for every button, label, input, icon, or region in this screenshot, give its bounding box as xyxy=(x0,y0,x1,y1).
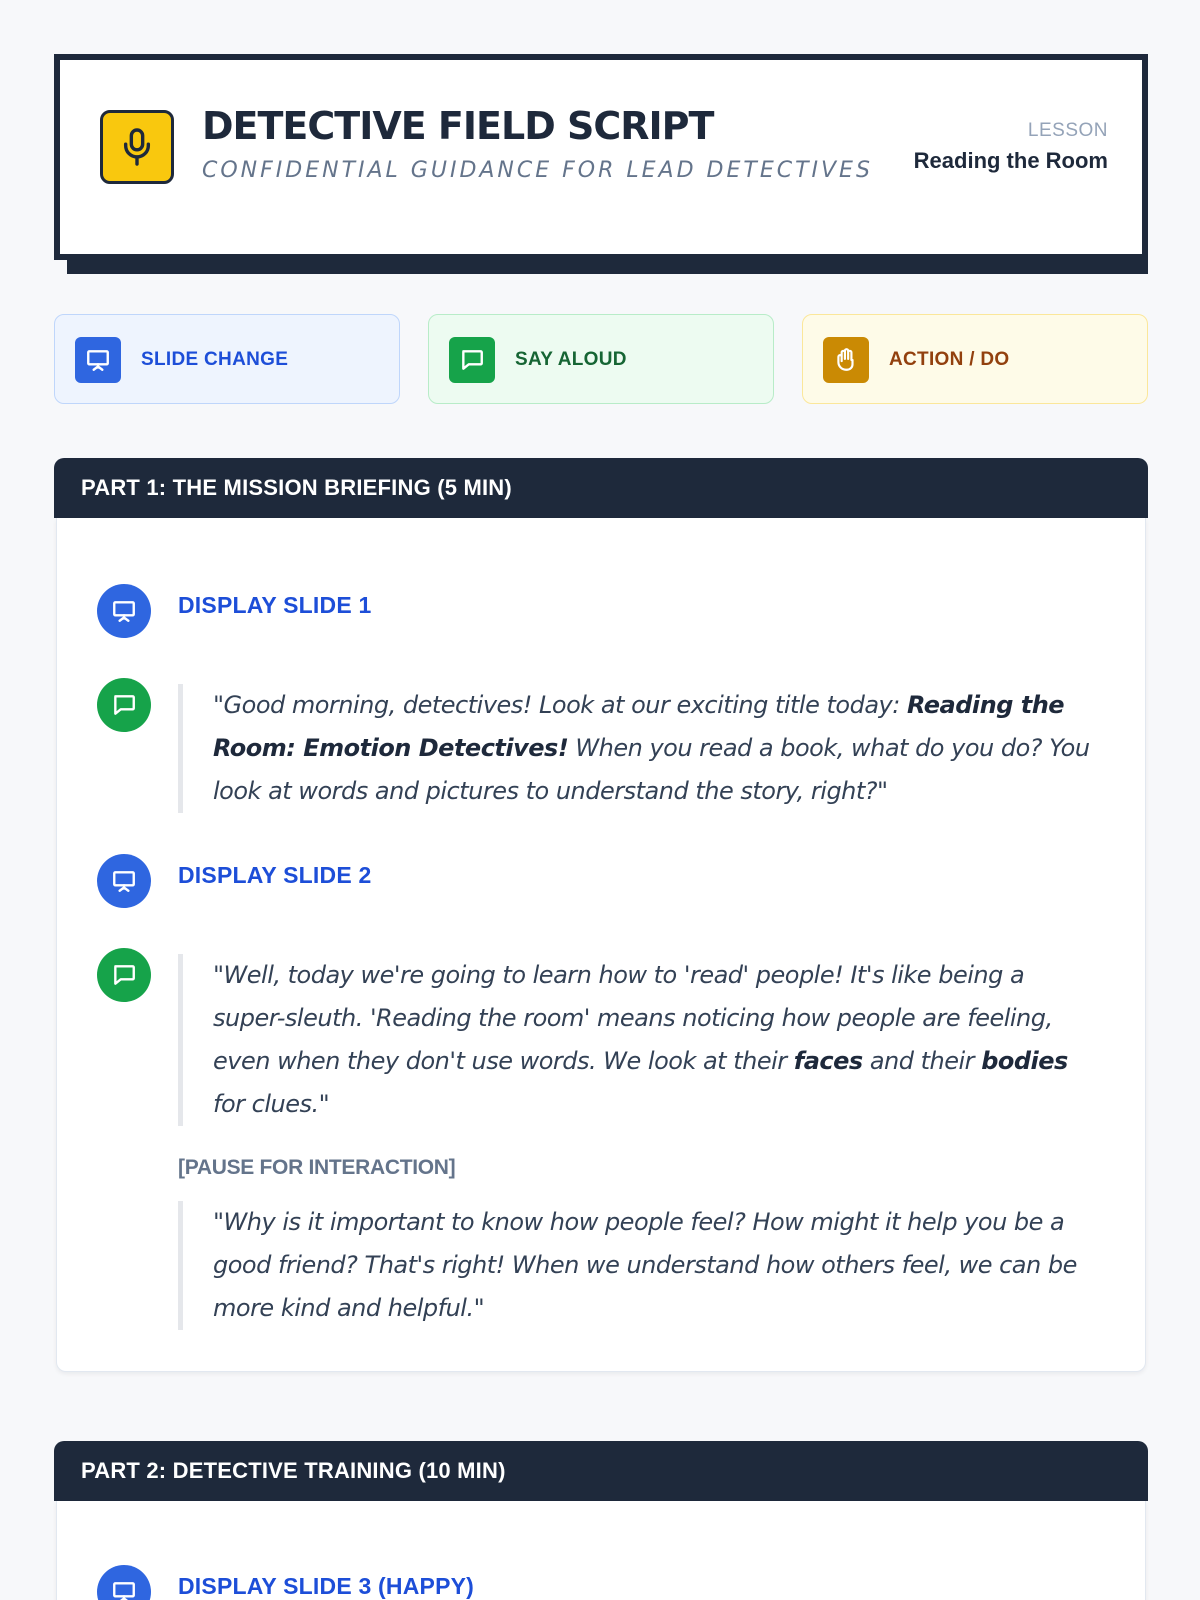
header-card xyxy=(54,54,1148,260)
hand-icon xyxy=(823,337,869,383)
presentation-icon xyxy=(97,854,151,908)
legend-slide-change xyxy=(54,314,400,404)
speech-bubble-icon xyxy=(449,337,495,383)
page-title: DETECTIVE FIELD SCRIPT xyxy=(202,104,714,148)
legend-label: ACTION / DO xyxy=(889,349,1010,370)
legend-say-aloud xyxy=(428,314,774,404)
script-quote: "Good morning, detectives! Look at our exciting title today: Reading the Room: Emotion Detectives! When you read a book, what do you do? You look at words and pictures to understand the story, right?" xyxy=(178,684,1098,813)
script-quote: "Well, today we're going to learn how to 'read' people! It's like being a super-sleuth. 'Reading the room' means noticing how people are feeling, even when they don't use words. We look at their faces and their bodies for clues." xyxy=(178,954,1098,1126)
legend-action-do xyxy=(802,314,1148,404)
legend-label: SLIDE CHANGE xyxy=(141,349,289,370)
speech-bubble-icon xyxy=(97,678,151,732)
slide-cue-label: DISPLAY SLIDE 1 xyxy=(178,592,372,618)
microphone-icon xyxy=(100,110,174,184)
presentation-icon xyxy=(97,1565,151,1600)
legend xyxy=(54,314,1148,404)
presentation-icon xyxy=(97,584,151,638)
speech-bubble-icon xyxy=(97,948,151,1002)
page-subtitle: CONFIDENTIAL GUIDANCE FOR LEAD DETECTIVES xyxy=(202,158,873,183)
section-card-part-2 xyxy=(56,1501,1146,1600)
lesson-name: Reading the Room xyxy=(913,148,1108,173)
script-header xyxy=(54,54,1148,274)
script-quote: "Why is it important to know how people feel? How might it help you be a good friend? That's right! When we understand how others feel, we can be more kind and helpful." xyxy=(178,1201,1098,1330)
slide-cue-label: DISPLAY SLIDE 2 xyxy=(178,862,372,888)
section-header-part-1: PART 1: THE MISSION BRIEFING (5 MIN) xyxy=(54,458,1148,518)
pause-cue: [PAUSE FOR INTERACTION] xyxy=(178,1156,456,1179)
section-card-part-1 xyxy=(56,518,1146,1372)
legend-label: SAY ALOUD xyxy=(515,349,627,370)
slide-cue-label: DISPLAY SLIDE 3 (HAPPY) xyxy=(178,1573,475,1599)
presentation-icon xyxy=(75,337,121,383)
lesson-label: LESSON xyxy=(1027,120,1108,141)
section-header-part-2: PART 2: DETECTIVE TRAINING (10 MIN) xyxy=(54,1441,1148,1501)
